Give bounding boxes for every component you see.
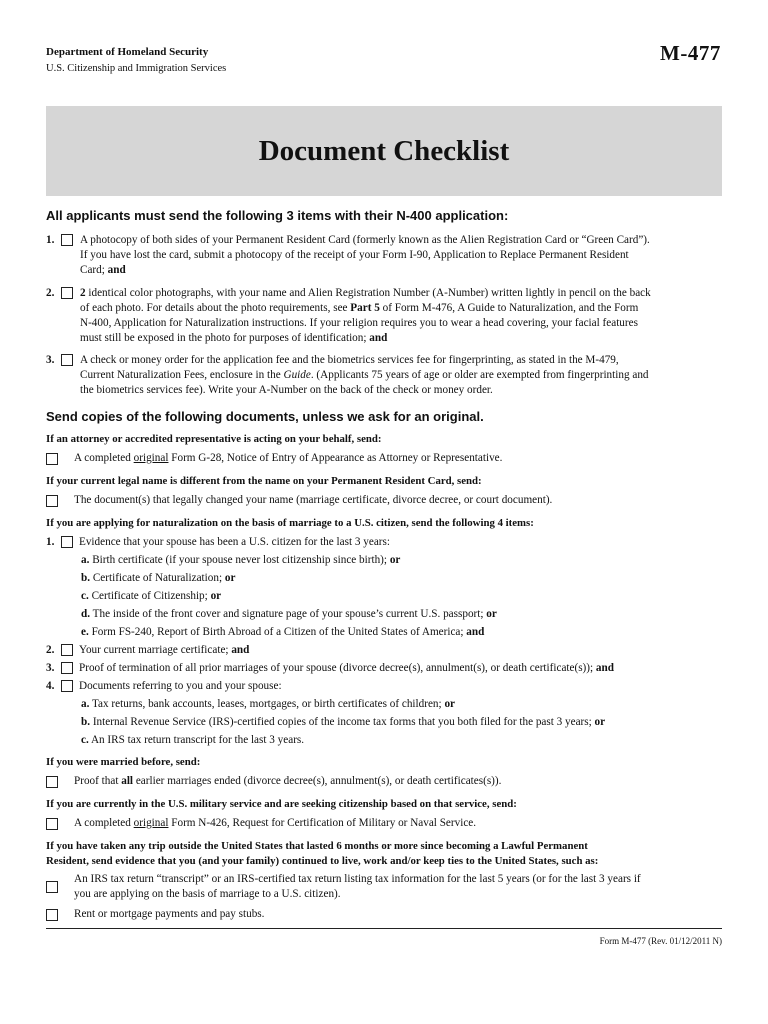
form-number: M-477 [660,41,721,65]
s1-item3-checkbox[interactable] [61,354,73,366]
marriage-heading: If you are applying for naturalization on the basis of marriage to a U.S. citizen, send the following 4 items: [46,517,534,529]
marriage-item4-checkbox[interactable] [61,680,73,692]
trip-item1-text: An IRS tax return “transcript” or an IRS-certified tax return listing tax information for the last 5 years (or for the last 3 years if you are applying on the basis of marriage to a U.S. citizen). [74,873,641,900]
marriage-item4-text: Documents referring to you and your spouse: [79,680,282,692]
s1-item2-text: 2 identical color photographs, with your name and Alien Registration Number (A-Number) written lightly in pencil on the back of each photo. For details about the photo requirements, see Part 5 of Form M-476, A Guide to Naturalization, and the Form N-400, Application for Naturalization instructions. If your religion requires you to wear a head covering, your facial features must still be exposed in the photo for purposes of identification; and [80,287,651,344]
military-checkbox[interactable] [46,818,58,830]
trip-item2-text: Rent or mortgage payments and pay stubs. [74,908,265,920]
trip-heading: If you have taken any trip outside the United States that lasted 6 months or more since becoming a Lawful Permanent Resident, send evidence that you (and your family) continued to live, work and/or keep ties to the United States, such as: [46,840,599,867]
s1-item1-text: A photocopy of both sides of your Permanent Resident Card (formerly known as the Alien Registration Card or “Green Card”). If you have lost the card, submit a photocopy of the receipt of your Form I-90, Application to Replace Permanent Resident Card; and [80,234,650,276]
marriage4-sub-c: c. An IRS tax return transcript for the last 3 years. [81,734,305,746]
marriage-item3-checkbox[interactable] [61,662,73,674]
marriage-item4-number: 4. [46,680,55,692]
married-before-heading: If you were married before, send: [46,756,201,768]
marriage4-sub-a: a. Tax returns, bank accounts, leases, mortgages, or birth certificates of children; or [81,698,455,710]
page-title: Document Checklist [258,134,510,167]
attorney-text: A completed original Form G-28, Notice of Entry of Appearance as Attorney or Representative. [74,452,503,464]
s1-item2-checkbox[interactable] [61,287,73,299]
marriage4-sub-b: b. Internal Revenue Service (IRS)-certified copies of the income tax forms that you both filed for the past 3 years; or [81,716,606,728]
title-banner [46,106,722,196]
marriage-item2-checkbox[interactable] [61,644,73,656]
military-heading: If you are currently in the U.S. military service and are seeking citizenship based on that service, send: [46,798,517,810]
marriage-item3-number: 3. [46,662,55,674]
marriage-item1-number: 1. [46,536,55,548]
marriage-sub-b: b. Certificate of Naturalization; or [81,572,236,584]
s1-item3-text: A check or money order for the application fee and the biometrics services fee for fingerprinting, as stated in the M-479, Current Naturalization Fees, enclosure in the Guide. (Applicants 75 years of age or older are exempted from fingerprinting and the biometrics services fee). Write your A-Number on the back of the check or money order. [80,354,649,396]
attorney-checkbox[interactable] [46,453,58,465]
marriage-item1-text: Evidence that your spouse has been a U.S. citizen for the last 3 years: [79,536,390,548]
attorney-heading: If an attorney or accredited representative is acting on your behalf, send: [46,433,382,445]
marriage-sub-e: e. Form FS-240, Report of Birth Abroad of a Citizen of the United States of America; and [81,626,485,638]
married-before-text: Proof that all earlier marriages ended (divorce decree(s), annulment(s), or death certificates(s)). [74,775,502,787]
marriage-item2-number: 2. [46,644,55,656]
s1-item2-number: 2. [46,287,55,299]
section1-heading: All applicants must send the following 3 items with their N-400 application: [46,208,509,223]
footer-rule [46,928,722,929]
marriage-item2-text: Your current marriage certificate; and [79,644,250,656]
marriage-sub-c: c. Certificate of Citizenship; or [81,590,222,602]
section2-heading: Send copies of the following documents, unless we ask for an original. [46,409,484,424]
name-change-checkbox[interactable] [46,495,58,507]
form-revision: Form M-477 (Rev. 01/12/2011 N) [599,936,722,946]
marriage-sub-a: a. Birth certificate (if your spouse never lost citizenship since birth); or [81,554,401,566]
s1-item1-number: 1. [46,234,55,246]
name-change-heading: If your current legal name is different from the name on your Permanent Resident Card, send: [46,475,482,487]
military-text: A completed original Form N-426, Request for Certification of Military or Naval Service. [74,817,477,829]
married-before-checkbox[interactable] [46,776,58,788]
agency-name: Department of Homeland Security [46,46,209,58]
marriage-item3-text: Proof of termination of all prior marriages of your spouse (divorce decree(s), annulment(s), or death certificate(s)); and [79,662,614,674]
s1-item3-number: 3. [46,354,55,366]
s1-item1-checkbox[interactable] [61,234,73,246]
name-change-text: The document(s) that legally changed your name (marriage certificate, divorce decree, or court document). [74,494,553,506]
marriage-sub-d: d. The inside of the front cover and signature page of your spouse’s current U.S. passport; or [81,608,497,620]
trip-item1-checkbox[interactable] [46,881,58,893]
subagency-name: U.S. Citizenship and Immigration Services [46,63,227,74]
marriage-item1-checkbox[interactable] [61,536,73,548]
trip-item2-checkbox[interactable] [46,909,58,921]
